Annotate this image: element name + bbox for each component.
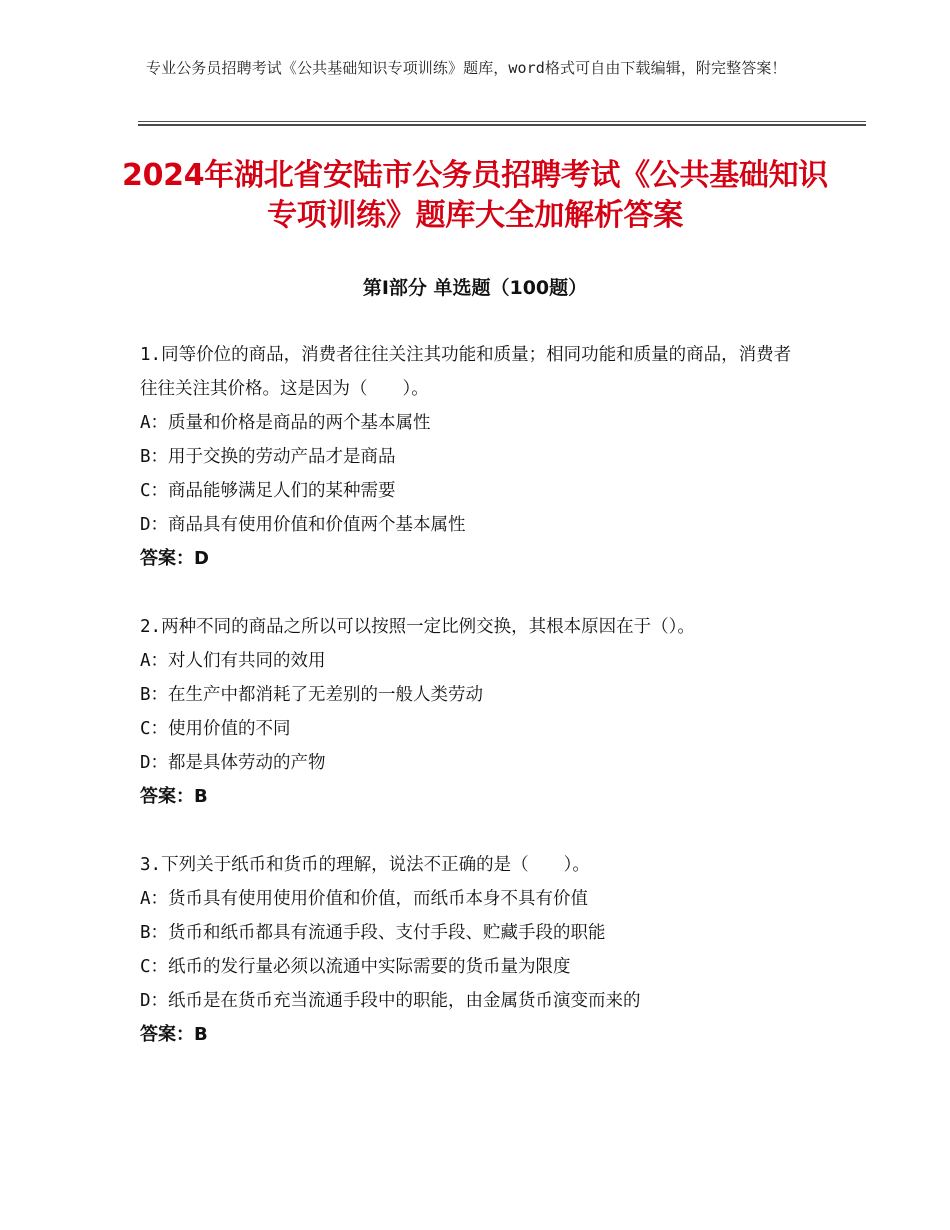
question-1	[140, 338, 805, 576]
option-a: A：货币具有使用使用价值和价值，而纸币本身不具有价值	[140, 889, 589, 909]
option-d: D：商品具有使用价值和价值两个基本属性	[140, 515, 466, 535]
option-a: A：质量和价格是商品的两个基本属性	[140, 413, 431, 433]
header-note: 专业公务员招聘考试《公共基础知识专项训练》题库，word格式可自由下载编辑，附完整答案！	[146, 59, 787, 77]
option-a: A：对人们有共同的效用	[140, 651, 326, 671]
question-2	[140, 610, 805, 814]
header-divider	[138, 121, 866, 126]
answer-line: 答案：B	[140, 1024, 208, 1045]
option-c: C：使用价值的不同	[140, 719, 291, 739]
answer-line: 答案：B	[140, 786, 208, 807]
option-b: B：在生产中都消耗了无差别的一般人类劳动	[140, 685, 484, 705]
question-stem: 3.下列关于纸币和货币的理解，说法不正确的是（ ）。	[140, 855, 590, 875]
document-title: 2024年湖北省安陆市公务员招聘考试《公共基础知识专项训练》题库大全加解析答案	[122, 158, 828, 233]
option-d: D：都是具体劳动的产物	[140, 753, 326, 773]
question-stem: 2.两种不同的商品之所以可以按照一定比例交换，其根本原因在于（）。	[140, 617, 695, 637]
answer-line: 答案：D	[140, 548, 209, 569]
option-d: D：纸币是在货币充当流通手段中的职能，由金属货币演变而来的	[140, 991, 641, 1011]
option-b: B：货币和纸币都具有流通手段、支付手段、贮藏手段的职能	[140, 923, 606, 943]
question-3	[140, 848, 805, 1052]
option-c: C：纸币的发行量必须以流通中实际需要的货币量为限度	[140, 957, 571, 977]
question-stem: 1.同等价位的商品，消费者往往关注其功能和质量；相同功能和质量的商品，消费者往往关注其价格。这是因为（ ）。	[140, 345, 792, 399]
question-list	[140, 338, 805, 1086]
section-heading: 第Ⅰ部分 单选题（100题）	[362, 277, 588, 299]
option-b: B：用于交换的劳动产品才是商品	[140, 447, 396, 467]
option-c: C：商品能够满足人们的某种需要	[140, 481, 396, 501]
